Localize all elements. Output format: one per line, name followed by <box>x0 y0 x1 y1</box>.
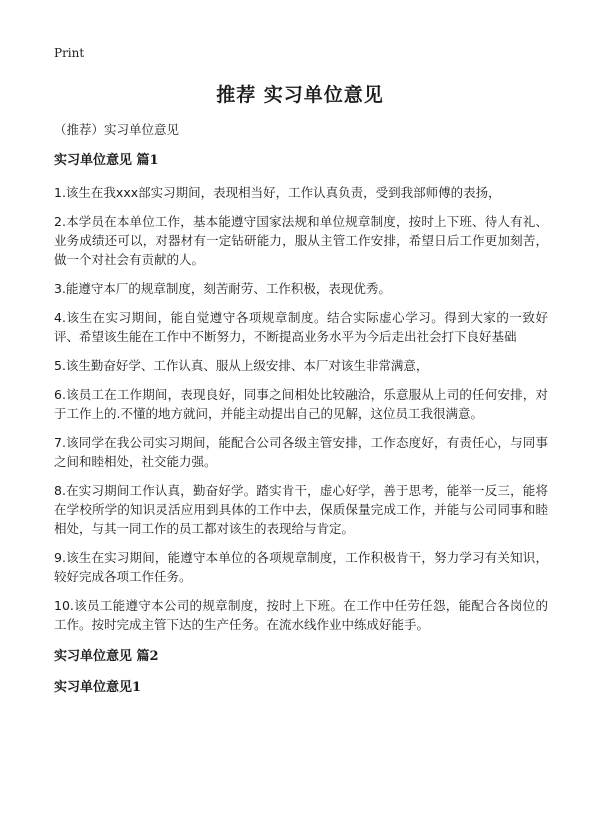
paragraph-9: 9.该生在实习期间，能遵守本单位的各项规章制度，工作积极肯干，努力学习有关知识，较好完成各项工作任务。 <box>54 550 548 584</box>
paragraph-2: 2.本学员在本单位工作，基本能遵守国家法规和单位规章制度，按时上下班、待人有礼、业务成绩还可以，对器材有一定钻研能力，服从主管工作安排，希望日后工作更加刻苦，做一个对社会有贡献的人。 <box>54 214 548 267</box>
section-heading-3: 实习单位意见1 <box>54 680 142 695</box>
paragraph-10: 10.该员工能遵守本公司的规章制度，按时上下班。在工作中任劳任怨，能配合各岗位的工作。按时完成主管下达的生产任务。在流水线作业中练成好能手。 <box>54 598 548 632</box>
print-label: Print <box>54 46 85 60</box>
paragraph-5: 5.该生勤奋好学、工作认真、服从上级安排、本厂对该生非常满意， <box>54 358 429 373</box>
section-heading-1: 实习单位意见 篇1 <box>54 153 159 168</box>
paragraph-8: 8.在实习期间工作认真，勤奋好学。踏实肯干，虚心好学，善于思考，能举一反三，能将在学校所学的知识灵活应用到具体的工作中去，保质保量完成工作，并能与公司同事和睦相处，与其一同工作的员工都对该生的表现给与肯定。 <box>54 483 548 536</box>
paragraph-7: 7.该同学在我公司实习期间，能配合公司各级主管安排，工作态度好，有责任心，与同事之间和睦相处，社交能力强。 <box>54 435 548 469</box>
subtitle: （推荐）实习单位意见 <box>54 122 180 137</box>
page-title: 推荐 实习单位意见 <box>216 84 384 106</box>
paragraph-6: 6.该员工在工作期间，表现良好，同事之间相处比较融洽，乐意服从上司的任何安排，对于工作上的.不懂的地方就问，并能主动提出自己的见解，这位员工我很满意。 <box>54 387 548 421</box>
section-heading-2: 实习单位意见 篇2 <box>54 649 159 664</box>
paragraph-1: 1.该生在我xxx部实习期间，表现相当好，工作认真负责，受到我部师傅的表扬， <box>54 185 501 200</box>
document-body <box>54 121 548 710</box>
paragraph-3: 3.能遵守本厂的规章制度，刻苦耐劳、工作积极，表现优秀。 <box>54 281 391 296</box>
paragraph-4: 4.该生在实习期间，能自觉遵守各项规章制度。结合实际虚心学习。得到大家的一致好评、希望该生能在工作中不断努力，不断提高业务水平为今后走出社会打下良好基础 <box>54 310 548 344</box>
